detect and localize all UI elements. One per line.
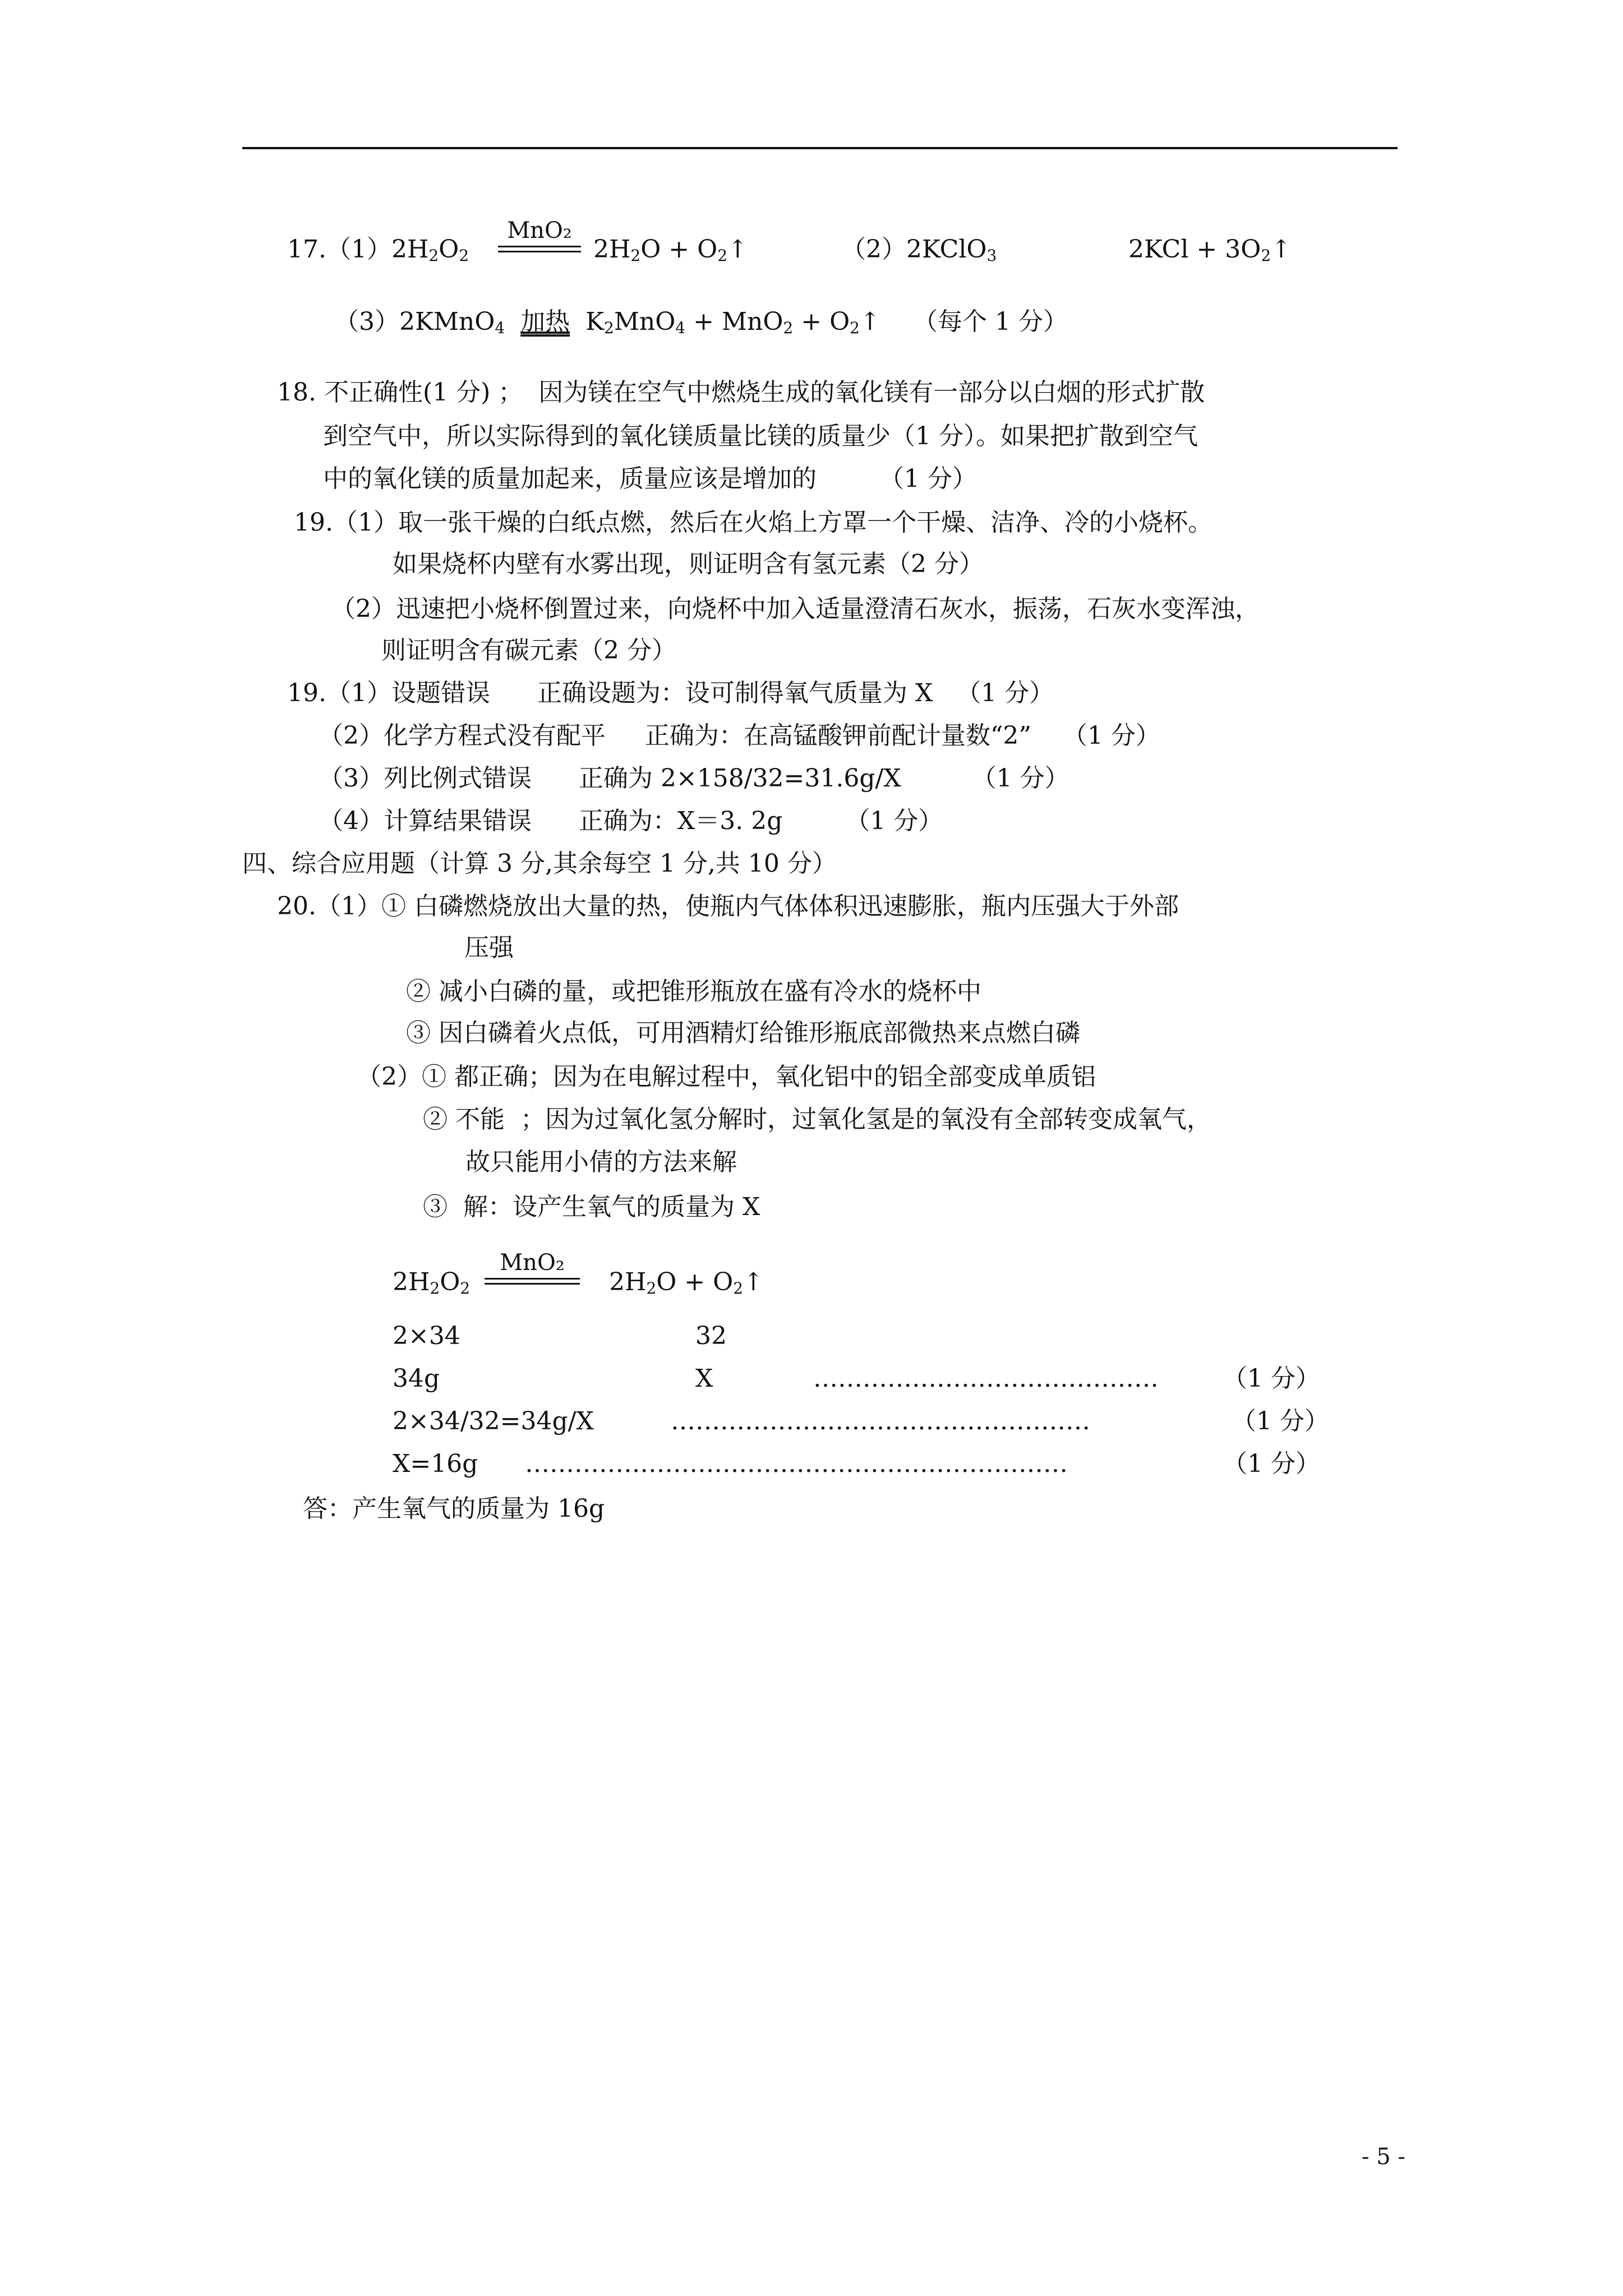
q17-p1-products: $2H_2O$ + $O_2↑$ xyxy=(593,235,748,265)
q17-score: （每个 1 分） xyxy=(913,307,1068,336)
calc-row4-dots: ………………………………………………………… xyxy=(525,1450,1068,1478)
q20-equation-lhs: $2H_2O_2$ xyxy=(393,1268,471,1297)
q17-part1 xyxy=(287,233,469,266)
q17-p1-catalyst: MnO₂ xyxy=(507,218,572,243)
q20-equation-rhs: $2H_2O$ + $O_2↑$ xyxy=(609,1268,764,1297)
q20-equation-arrow xyxy=(485,1250,580,1285)
q20-line1: 20.（1）① 白磷燃烧放出大量的热，使瓶内气体体积迅速膨胀，瓶内压强大于外部 xyxy=(277,892,1179,921)
header-rule xyxy=(242,147,1398,149)
q20-line2: 压强 xyxy=(464,933,514,962)
q17-p1-arrow xyxy=(498,218,581,252)
q17-p3-condition: 加热 xyxy=(520,307,570,336)
calc-row3-dots: …………………………………………… xyxy=(671,1407,1090,1435)
q17-p1-label: $(1)2H_2O_2$ xyxy=(326,235,469,265)
q17-part3: （3）2KMnO$_4$ 加热 $K_2MnO_4 + MnO_2$ + $O_2↑$ xyxy=(334,307,880,337)
calc-row2-right: X xyxy=(695,1364,713,1393)
q18-line1: 18. 不正确性(1 分) ； 因为镁在空气中燃烧生成的氧化镁有一部分以白烟的形式扩散 xyxy=(277,378,1205,407)
calc-row3-score: （1 分） xyxy=(1232,1407,1329,1435)
q20-catalyst: MnO₂ xyxy=(500,1250,565,1276)
q18-line3: 中的氧化镁的质量加起来，质量应该是增加的 （1 分） xyxy=(323,464,977,493)
q19b-line3: （3）列比例式错误 正确为 2×158/32=31.6g/X （1 分） xyxy=(319,764,1069,793)
q19b-line1: 19.（1）设题错误 正确设题为：设可制得氧气质量为 X （1 分） xyxy=(287,679,1054,707)
calc-row4-left: X=16g xyxy=(393,1450,478,1478)
q20-line3: ② 减小白磷的量，或把锥形瓶放在盛有冷水的烧杯中 xyxy=(406,977,981,1006)
q20-answer: 答：产生氧气的质量为 16g xyxy=(303,1494,605,1523)
q19b-line2: （2）化学方程式没有配平 正确为：在高锰酸钾前配计量数“2” （1 分） xyxy=(319,721,1160,750)
q20-line7: 故只能用小倩的方法来解 xyxy=(465,1148,737,1176)
calc-row2-dots: …………………………………… xyxy=(813,1364,1159,1393)
calc-row3-left: 2×34/32=34g/X xyxy=(393,1407,594,1435)
page-number: - 5 - xyxy=(1362,2144,1405,2170)
q17-p2-products: $2KCl + 3O_2↑$ xyxy=(1128,235,1292,265)
calc-row1-left: 2×34 xyxy=(393,1322,460,1350)
calc-row4-score: （1 分） xyxy=(1223,1450,1320,1478)
q17-number: 17. xyxy=(287,235,326,264)
q17-part2: （2）2KClO$_3$ xyxy=(841,235,997,265)
calc-row2-score: （1 分） xyxy=(1223,1364,1320,1393)
q20-line8: ③ 解：设产生氧气的质量为 X xyxy=(423,1193,760,1221)
q18-line2: 到空气中，所以实际得到的氧化镁质量比镁的质量少（1 分）。如果把扩散到空气 xyxy=(323,422,1198,450)
q19a-line2: 如果烧杯内壁有水雾出现，则证明含有氢元素（2 分） xyxy=(393,550,984,578)
q20-line4: ③ 因白磷着火点低，可用酒精灯给锥形瓶底部微热来点燃白磷 xyxy=(406,1019,1080,1047)
q20-line6: ② 不能 ；因为过氧化氢分解时，过氧化氢是的氧没有全部转变成氧气， xyxy=(423,1105,1211,1134)
q19a-line3: （2）迅速把小烧杯倒置过来，向烧杯中加入适量澄清石灰水，振荡，石灰水变浑浊， xyxy=(331,595,1260,623)
q20-line5: （2）① 都正确；因为在电解过程中，氧化铝中的铝全部变成单质铝 xyxy=(357,1062,1096,1091)
q19a-line4: 则证明含有碳元素（2 分） xyxy=(381,636,676,665)
q19b-line4: （4）计算结果错误 正确为：X＝3. 2g （1 分） xyxy=(319,807,943,835)
q19a-line1: 19.（1）取一张干燥的白纸点燃，然后在火焰上方罩一个干燥、洁净、冷的小烧杯。 xyxy=(294,508,1212,537)
calc-row2-left: 34g xyxy=(393,1364,440,1393)
calc-row1-right: 32 xyxy=(695,1322,727,1350)
section-4-heading: 四、综合应用题（计算 3 分,其余每空 1 分,共 10 分） xyxy=(242,849,837,878)
